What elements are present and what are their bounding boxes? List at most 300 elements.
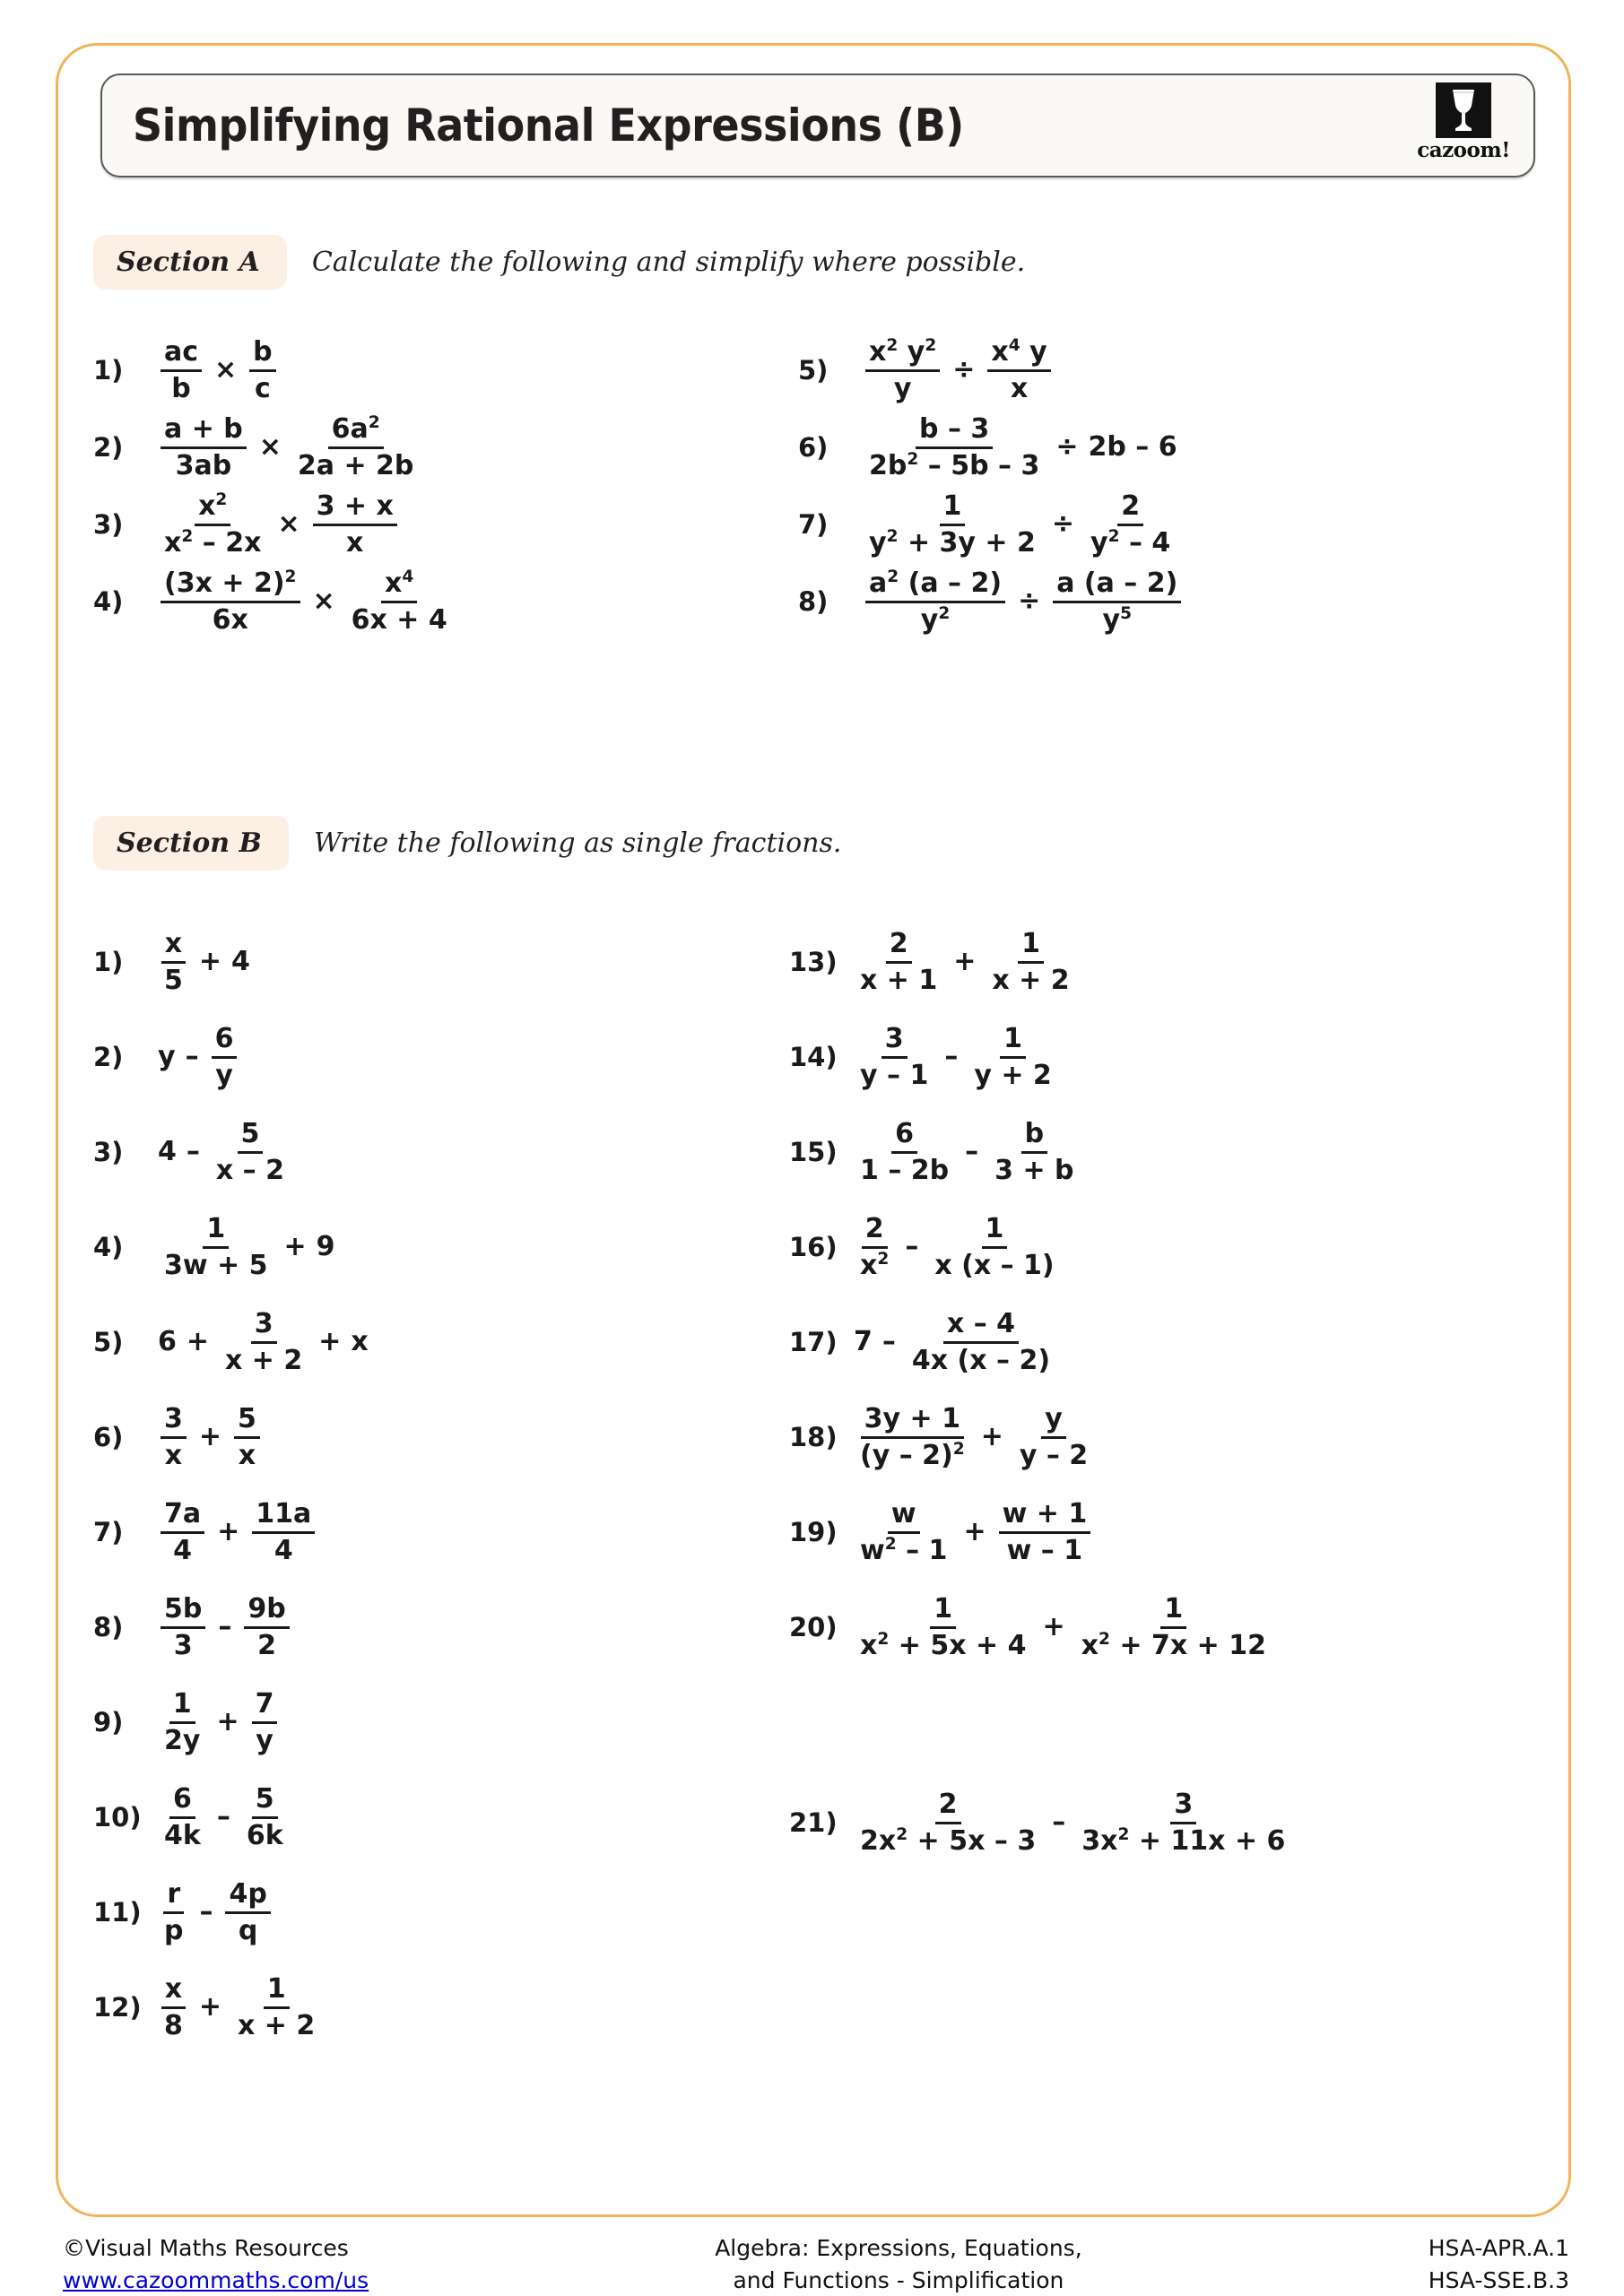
fraction (161, 1594, 205, 1660)
problem-number: 4) (93, 1232, 154, 1262)
standard-code-2: HSA-SSE.B.3 (1429, 2265, 1569, 2296)
section-b-left-column (93, 914, 775, 2055)
denominator: x + 1 (856, 964, 941, 996)
problem-number: 6) (798, 432, 859, 463)
problem-number: 10) (93, 1802, 154, 1832)
operator: + (199, 1424, 221, 1451)
fraction (234, 1974, 318, 2040)
numerator: $x^4$ y (987, 337, 1050, 372)
operator: × (313, 588, 335, 615)
problem-number: 12) (93, 1992, 154, 2023)
problem-number: 7) (93, 1517, 154, 1547)
term: 4 (231, 949, 250, 975)
denominator: $y^2$ (917, 603, 954, 636)
operator: – (217, 1804, 230, 1831)
operator: – (905, 1234, 918, 1261)
math-expression (850, 1404, 1098, 1470)
denominator: w – 1 (1003, 1534, 1086, 1566)
fraction (161, 337, 202, 403)
term: 9 (317, 1234, 335, 1261)
fraction (249, 337, 275, 403)
problem-number: 14) (789, 1042, 850, 1072)
problem-number: 6) (93, 1422, 154, 1452)
section-b-label: Section B (117, 827, 262, 859)
topic-line-1: Algebra: Expressions, Equations, (715, 2232, 1081, 2265)
numerator: 9b (244, 1594, 289, 1629)
fraction (161, 1689, 204, 1755)
numerator: 3 (1170, 1789, 1196, 1824)
fraction (856, 1119, 952, 1185)
numerator: x (161, 929, 186, 964)
operator: + (284, 1234, 307, 1261)
denominator: 2a + 2b (294, 449, 418, 481)
section-a-instruction: Calculate the following and simplify where possible. (312, 247, 1025, 278)
problem-row (93, 1960, 775, 2055)
numerator: $x^2$ (195, 491, 230, 526)
numerator: ac (161, 337, 202, 372)
problem-row (798, 563, 1533, 640)
numerator: w (888, 1499, 920, 1534)
fraction (856, 1024, 932, 1090)
denominator: $x^2 - 2x$ (161, 526, 265, 559)
operator: + (953, 949, 976, 975)
term: 6 (158, 1329, 177, 1356)
denominator: 2y (161, 1724, 204, 1756)
denominator: x (1007, 372, 1031, 404)
fraction (1078, 1789, 1289, 1856)
operator: – (1052, 1809, 1065, 1836)
numerator: 1 (264, 1974, 290, 2009)
fraction (999, 1499, 1091, 1565)
fraction (931, 1214, 1057, 1280)
denominator: $y^2 - 4$ (1087, 526, 1174, 559)
numerator: 7a (161, 1499, 204, 1534)
problem-row (93, 1770, 775, 1865)
fraction (856, 1499, 951, 1565)
math-expression (154, 1974, 325, 2040)
denominator: x (235, 1439, 259, 1471)
fraction (1078, 1594, 1270, 1660)
problem-number: 1) (93, 355, 154, 386)
numerator: 2 (1117, 491, 1143, 526)
numerator: 2 (886, 929, 912, 964)
denominator: y – 2 (1016, 1439, 1091, 1471)
problem-row (798, 332, 1533, 409)
fraction (1053, 568, 1181, 635)
fraction (161, 1214, 272, 1280)
numerator: 6 (212, 1024, 238, 1059)
problem-row (93, 332, 775, 409)
problem-number: 2) (93, 1042, 154, 1072)
numerator: 2 (862, 1214, 888, 1249)
math-expression (154, 568, 457, 635)
logo-wordmark: cazoom! (1417, 140, 1510, 160)
fraction (987, 337, 1050, 403)
title-bar (100, 74, 1535, 178)
page-footer (63, 2232, 1569, 2296)
goblet-icon (1436, 82, 1491, 138)
problem-row (93, 1865, 775, 1960)
numerator: 3y + 1 (861, 1404, 964, 1439)
denominator: 2 (254, 1629, 280, 1661)
denominator: x (343, 526, 367, 559)
operator: ÷ (1052, 511, 1074, 538)
numerator: $6a^2$ (328, 414, 384, 449)
problem-row (93, 409, 775, 486)
numerator: w + 1 (999, 1499, 1091, 1534)
math-expression (850, 1214, 1064, 1280)
numerator: 1 (1018, 929, 1044, 964)
numerator: 3 (161, 1404, 187, 1439)
operator: – (944, 1044, 958, 1070)
math-expression (850, 1789, 1295, 1856)
fraction (908, 1309, 1054, 1375)
denominator: (y – 2)$^2$ (856, 1439, 968, 1471)
numerator: 5b (161, 1594, 205, 1629)
denominator: x (161, 1439, 186, 1471)
math-expression (859, 491, 1180, 558)
denominator: $x^2 + 7x + 12$ (1078, 1629, 1270, 1661)
denominator: 4k (161, 1819, 204, 1851)
operator: × (214, 357, 237, 384)
numerator: 5 (252, 1784, 278, 1819)
problem-number: 19) (789, 1517, 850, 1547)
denominator: y (212, 1059, 237, 1091)
standard-code-1: HSA-APR.A.1 (1429, 2232, 1569, 2265)
denominator: p (161, 1914, 187, 1946)
problem-row (93, 1105, 775, 1200)
fraction (1016, 1404, 1091, 1470)
problem-number: 8) (93, 1612, 154, 1642)
fraction (856, 1214, 892, 1280)
fraction (1087, 491, 1174, 558)
fraction (313, 491, 397, 558)
topic-line-2: and Functions - Simplification (715, 2265, 1081, 2296)
fraction (970, 1024, 1055, 1090)
page-title: Simplifying Rational Expressions (B) (133, 100, 964, 152)
numerator: x (161, 1974, 186, 2009)
math-expression (154, 1309, 372, 1375)
problem-number: 17) (789, 1327, 850, 1357)
math-expression (154, 1879, 277, 1945)
operator: + (1042, 1614, 1064, 1641)
problem-row (789, 1105, 1560, 1200)
denominator: c (251, 372, 274, 404)
numerator: y (1041, 1404, 1066, 1439)
fraction (161, 1974, 187, 2040)
operator: × (259, 434, 282, 461)
numerator: a (a – 2) (1053, 568, 1181, 603)
numerator: 1 (169, 1689, 195, 1724)
math-expression (154, 929, 254, 995)
section-b-pill (93, 816, 289, 871)
denominator: 3w + 5 (161, 1249, 272, 1281)
denominator: $y^5$ (1099, 603, 1136, 636)
fraction (243, 1784, 287, 1850)
fraction (221, 1309, 306, 1375)
numerator: $x^2$ $y^2$ (865, 337, 940, 372)
problem-row (798, 409, 1533, 486)
denominator: $x^2 + 5x + 4$ (856, 1629, 1029, 1661)
denominator: 5 (161, 964, 187, 996)
fraction (161, 1499, 204, 1565)
denominator: 6k (243, 1819, 287, 1851)
math-expression (850, 1499, 1097, 1565)
operator: + (199, 949, 221, 975)
operator: – (199, 1899, 213, 1926)
operator: ÷ (1055, 434, 1078, 461)
problem-row (789, 1775, 1560, 1870)
section-b-right-column (789, 914, 1560, 1870)
numerator: 4p (225, 1879, 270, 1914)
term: 7 (854, 1329, 873, 1356)
fraction (865, 568, 1005, 635)
operator: – (186, 1044, 199, 1070)
denominator: $y^2 + 3y + 2$ (865, 526, 1039, 559)
section-b-instruction: Write the following as single fractions. (314, 827, 842, 859)
problem-number: 15) (789, 1137, 850, 1167)
math-expression (850, 1119, 1084, 1185)
fraction (161, 929, 187, 995)
operator: ÷ (952, 357, 975, 384)
problem-number: 7) (798, 509, 859, 540)
denominator: x + 2 (988, 964, 1073, 996)
operator: – (218, 1614, 231, 1641)
problem-row (93, 1675, 775, 1770)
operator: × (277, 511, 300, 538)
numerator: 1 (930, 1594, 956, 1629)
problem-row (93, 914, 775, 1009)
denominator: $w^2 - 1$ (856, 1534, 951, 1566)
term: 2b – 6 (1088, 434, 1177, 461)
term: 4 (158, 1139, 177, 1165)
math-expression (154, 337, 282, 403)
footer-left (63, 2232, 369, 2296)
denominator: $2b^2 - 5b - 3$ (865, 449, 1043, 481)
math-expression (154, 1024, 243, 1090)
problem-number: 18) (789, 1422, 850, 1452)
term: y (158, 1044, 176, 1070)
denominator: y (890, 372, 916, 404)
denominator: x + 2 (234, 2009, 318, 2041)
fraction (988, 929, 1073, 995)
fraction (856, 929, 941, 995)
operator: + (217, 1519, 239, 1546)
problem-row (93, 1009, 775, 1105)
fraction (348, 568, 451, 635)
denominator: x (x – 1) (931, 1249, 1057, 1281)
fraction (213, 1119, 288, 1185)
problem-row (789, 1485, 1560, 1580)
denominator: y + 2 (970, 1059, 1055, 1091)
fraction (161, 1784, 204, 1850)
math-expression (850, 1594, 1276, 1660)
numerator: $x^4$ (381, 568, 417, 603)
footer-center (715, 2232, 1081, 2296)
numerator: 5 (234, 1404, 260, 1439)
numerator: a + b (161, 414, 247, 449)
section-a-pill (93, 235, 287, 290)
fraction (991, 1119, 1077, 1185)
problem-number: 3) (93, 509, 154, 540)
copyright-text: ©Visual Maths Resources (63, 2232, 369, 2265)
section-a-right-column (798, 332, 1533, 640)
numerator: 2 (935, 1789, 961, 1824)
problem-row (789, 1390, 1560, 1485)
problem-row (93, 486, 775, 563)
problem-number: 11) (93, 1897, 154, 1928)
operator: – (882, 1329, 896, 1356)
operator: ÷ (1018, 588, 1040, 615)
operator: + (963, 1519, 986, 1546)
denominator: y (252, 1724, 277, 1756)
fraction (252, 1689, 278, 1755)
operator: + (199, 1994, 221, 2021)
fraction (865, 491, 1039, 558)
fraction (865, 414, 1043, 481)
section-b-header (93, 816, 841, 871)
term: x (351, 1329, 368, 1356)
fraction (161, 1879, 187, 1945)
operator: – (965, 1139, 978, 1165)
numerator: 6 (169, 1784, 195, 1819)
problem-number: 20) (789, 1612, 850, 1642)
section-a-label: Section A (117, 247, 260, 278)
problem-row (789, 1580, 1560, 1675)
problem-number: 1) (93, 947, 154, 977)
math-expression (154, 1689, 283, 1755)
problem-row (93, 563, 775, 640)
math-expression (850, 1024, 1062, 1090)
math-expression (859, 414, 1181, 481)
problem-number: 4) (93, 586, 154, 617)
fraction (252, 1499, 315, 1565)
fraction (856, 1789, 1039, 1856)
problem-number: 5) (798, 355, 859, 386)
denominator: x – 2 (213, 1154, 288, 1186)
problem-number: 8) (798, 586, 859, 617)
fraction (225, 1879, 270, 1945)
problem-row (93, 1580, 775, 1675)
section-a-header (93, 235, 1025, 290)
fraction (161, 491, 265, 558)
numerator: $(3x + 2)^2$ (161, 568, 300, 603)
website-link[interactable]: www.cazoommaths.com/us (63, 2265, 369, 2296)
operator: + (187, 1329, 209, 1356)
problem-row (798, 486, 1533, 563)
math-expression (859, 568, 1187, 635)
denominator: x + 2 (221, 1344, 306, 1376)
denominator: 8 (161, 2009, 187, 2041)
numerator: $a^2$ (a – 2) (865, 568, 1005, 603)
denominator: 1 – 2b (856, 1154, 952, 1186)
problem-row (789, 1200, 1560, 1295)
section-a-left-column (93, 332, 775, 640)
numerator: b (1021, 1119, 1047, 1154)
fraction (161, 414, 247, 481)
footer-right (1429, 2232, 1569, 2296)
denominator: 4 (271, 1534, 297, 1566)
problem-row (789, 914, 1560, 1009)
problem-number: 5) (93, 1327, 154, 1357)
math-expression (154, 1594, 296, 1660)
math-expression (154, 414, 423, 481)
problem-row (789, 1009, 1560, 1105)
math-expression (850, 929, 1080, 995)
numerator: b – 3 (916, 414, 993, 449)
problem-row (789, 1295, 1560, 1390)
numerator: 5 (238, 1119, 264, 1154)
numerator: r (163, 1879, 184, 1914)
denominator: 6x + 4 (348, 603, 451, 636)
numerator: 3 (251, 1309, 277, 1344)
numerator: 7 (252, 1689, 278, 1724)
numerator: 3 (881, 1024, 908, 1059)
denominator: $3x^2 + 11x + 6$ (1078, 1824, 1289, 1857)
denominator: 4x (x – 2) (908, 1344, 1054, 1376)
denominator: 6x (209, 603, 252, 636)
problem-number: 13) (789, 947, 850, 977)
numerator: x – 4 (943, 1309, 1019, 1344)
numerator: b (249, 337, 275, 372)
denominator: 4 (169, 1534, 195, 1566)
problem-number: 21) (789, 1807, 850, 1838)
math-expression (154, 1214, 339, 1280)
problem-row (93, 1295, 775, 1390)
fraction (161, 1404, 187, 1470)
problem-row (93, 1485, 775, 1580)
numerator: 6 (891, 1119, 917, 1154)
numerator: 1 (982, 1214, 1008, 1249)
math-expression (154, 1404, 266, 1470)
denominator: q (235, 1914, 261, 1946)
fraction (212, 1024, 238, 1090)
fraction (294, 414, 418, 481)
denominator: b (168, 372, 194, 404)
fraction (856, 1594, 1029, 1660)
fraction (161, 568, 300, 635)
numerator: 1 (203, 1214, 229, 1249)
denominator: 3ab (172, 449, 236, 481)
fraction (244, 1594, 289, 1660)
fraction (865, 337, 940, 403)
denominator: 3 + b (991, 1154, 1077, 1186)
denominator: 3 (170, 1629, 196, 1661)
problem-row (93, 1200, 775, 1295)
math-expression (154, 491, 404, 558)
denominator: $2x^2 + 5x - 3$ (856, 1824, 1039, 1857)
operator: + (318, 1329, 341, 1356)
cazoom-logo (1417, 82, 1510, 172)
math-expression (850, 1309, 1060, 1375)
denominator: y – 1 (856, 1059, 932, 1091)
fraction (234, 1404, 260, 1470)
numerator: 1 (1000, 1024, 1026, 1059)
problem-number: 16) (789, 1232, 850, 1262)
operator: – (187, 1139, 200, 1165)
numerator: 1 (940, 491, 966, 526)
numerator: 1 (1160, 1594, 1186, 1629)
operator: + (216, 1709, 239, 1736)
problem-number: 9) (93, 1707, 154, 1737)
math-expression (154, 1499, 321, 1565)
numerator: 3 + x (313, 491, 397, 526)
math-expression (154, 1784, 293, 1850)
problem-number: 2) (93, 432, 154, 463)
numerator: 11a (252, 1499, 315, 1534)
problem-row (93, 1390, 775, 1485)
denominator: $x^2$ (856, 1249, 892, 1281)
